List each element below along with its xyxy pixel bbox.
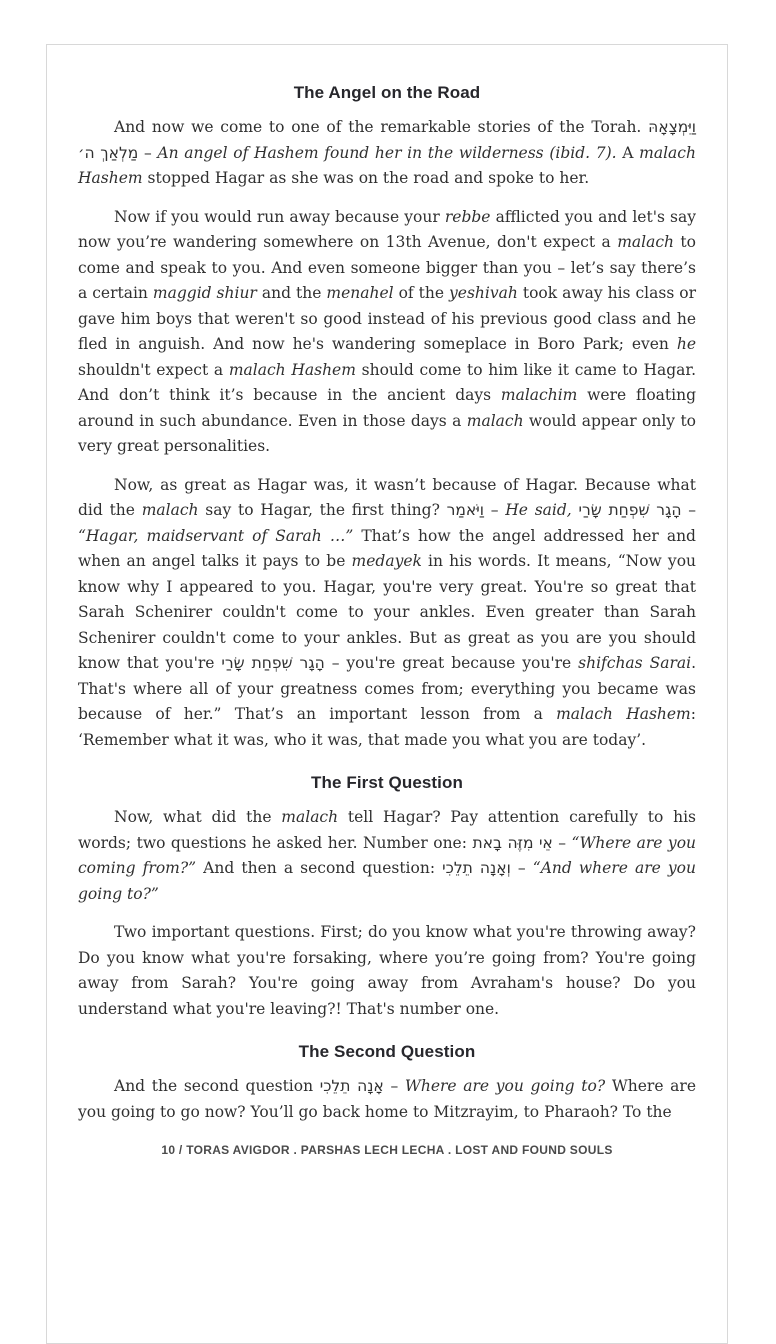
italic-text: rebbe [444, 207, 491, 226]
section-heading-second-question: The Second Question [298, 1042, 476, 1061]
body-text: – [138, 143, 158, 162]
italic-text: “Where are you coming from?” [78, 833, 697, 877]
hebrew-phrase: וַיִּמְצָאָהּ מַלְאַךְ ה׳ [78, 118, 696, 162]
italic-text: medayek [351, 552, 422, 570]
italic-text: “And where are you going to?” [78, 859, 696, 903]
section-second-question [78, 1042, 696, 1125]
body-text: of the [393, 284, 450, 302]
paragraph [78, 205, 696, 460]
hebrew-phrase: וַיֹּאמַר [446, 501, 484, 519]
italic-text: malach Hashem [228, 360, 356, 379]
body-text: – [510, 859, 533, 877]
body-text: shouldn't expect a [78, 360, 229, 379]
section-heading-first-question: The First Question [311, 773, 463, 792]
page-content [47, 45, 727, 1157]
body-text: And now we come to one of the remarkable stories of the Torah. [114, 118, 649, 136]
section-heading-angel-on-the-road: The Angel on the Road [293, 83, 481, 102]
italic-text: malachim [500, 386, 578, 404]
body-text: – [383, 1077, 405, 1095]
body-text: – [483, 501, 506, 519]
italic-text: malach [617, 233, 674, 251]
paragraph [78, 805, 696, 907]
body-text: And the second question [114, 1077, 320, 1095]
italic-text: he [676, 335, 696, 353]
body-text: would appear only to very great personalities. [78, 411, 696, 455]
body-text: in his words. It means, “Now you know why I appeared to you. Hagar, you're very great. You're so great that Sarah Schenirer couldn't come to your ankles. Even greater than Sarah Schenirer couldn't come to your ankles. But as great as you are you should know that you're [78, 552, 697, 672]
body-text: . That's where all of your greatness comes from; everything you became was because of her.” That’s an important lesson from a [78, 654, 696, 723]
hebrew-phrase: וְאָנָה תֵלֵכִי [442, 859, 511, 877]
paragraph [78, 115, 696, 192]
hebrew-phrase: הָגָר שִׁפְחַת שָׂרַי [578, 501, 682, 519]
body-text: stopped Hagar as she was on the road and spoke to her. [142, 169, 590, 187]
body-text: That’s how the angel addressed her and when an angel talks it pays to be [78, 526, 696, 570]
paragraph [78, 1074, 696, 1125]
body-text: were floating around in such abundance. Even in those days a [78, 386, 696, 430]
italic-text: An angel of Hashem found her in the wilderness (ibid. 7). [157, 143, 617, 162]
paragraph [78, 473, 696, 754]
italic-text: malach [281, 808, 339, 826]
italic-text: malach Hashem [556, 705, 691, 723]
body-text: – [681, 501, 696, 519]
body-text: took away his class or gave him boys that weren't so good instead of his previous good class and he fled in anguish. And now he's wandering someplace in Boro Park; even [78, 284, 697, 353]
hebrew-phrase: הָגָר שִׁפְחַת שָׂרַי [221, 654, 325, 672]
body-text: : ‘Remember what it was, who it was, that made you what you are today’. [78, 705, 696, 749]
italic-text: shifchas Sarai [578, 654, 692, 672]
paragraph [78, 920, 696, 1022]
body-text: Now, what did the [114, 808, 282, 826]
body-text: – you're great because you're [324, 654, 579, 672]
body-text: A [616, 143, 640, 162]
body-text: say to Hagar, the first thing? [198, 501, 447, 519]
italic-text: Where are you going to? [404, 1077, 606, 1095]
hebrew-phrase: אֵי מִזֶּה בָאת [472, 833, 553, 852]
page-footer: 10 / TORAS AVIGDOR . PARSHAS LECH LECHA . LOST AND FOUND SOULS [161, 1143, 613, 1157]
body-text: Now if you would run away because your [114, 207, 445, 226]
body-text: Two important questions. First; do you know what you're throwing away? Do you know what you're forsaking, where you’re going from? You're going away from Sarah? You're going away from Avraham's house? Do you understand what you're leaving?! That's number one. [78, 923, 696, 1018]
book-page [46, 44, 728, 1344]
italic-text: He said, [505, 501, 572, 519]
body-text: afflicted you and let's say now you’re wandering somewhere on 13th Avenue, don't expect a [78, 207, 696, 251]
italic-text: malach Hashem [78, 143, 696, 187]
body-text: and the [256, 284, 327, 302]
body-text: Now, as great as Hagar was, it wasn’t because of Hagar. Because what did the [78, 475, 696, 519]
body-text [572, 501, 579, 519]
body-text: should come to him like it came to Hagar. And don’t think it’s because in the ancient days [78, 360, 697, 404]
section-first-question [78, 773, 696, 1022]
italic-text: malach [141, 501, 199, 519]
section-angel-on-the-road [78, 83, 696, 753]
body-text: to come and speak to you. And even someone bigger than you – let’s say there’s a certain [78, 233, 696, 302]
body-text: – [552, 833, 572, 852]
italic-text: “Hagar, maidservant of Sarah …” [78, 526, 354, 545]
italic-text: menahel [326, 284, 394, 302]
italic-text: maggid shiur [152, 284, 257, 302]
body-text: Where are you going to go now? You’ll go back home to Mitzrayim, to Pharaoh? To the [78, 1077, 696, 1121]
hebrew-phrase: אָנָה תֵלֵכִי [319, 1077, 384, 1095]
body-text: And then a second question: [196, 859, 443, 877]
italic-text: yeshivah [449, 284, 518, 302]
italic-text: malach [466, 411, 524, 430]
body-text: tell Hagar? Pay attention carefully to his words; two questions he asked her. Number one: [78, 808, 696, 852]
